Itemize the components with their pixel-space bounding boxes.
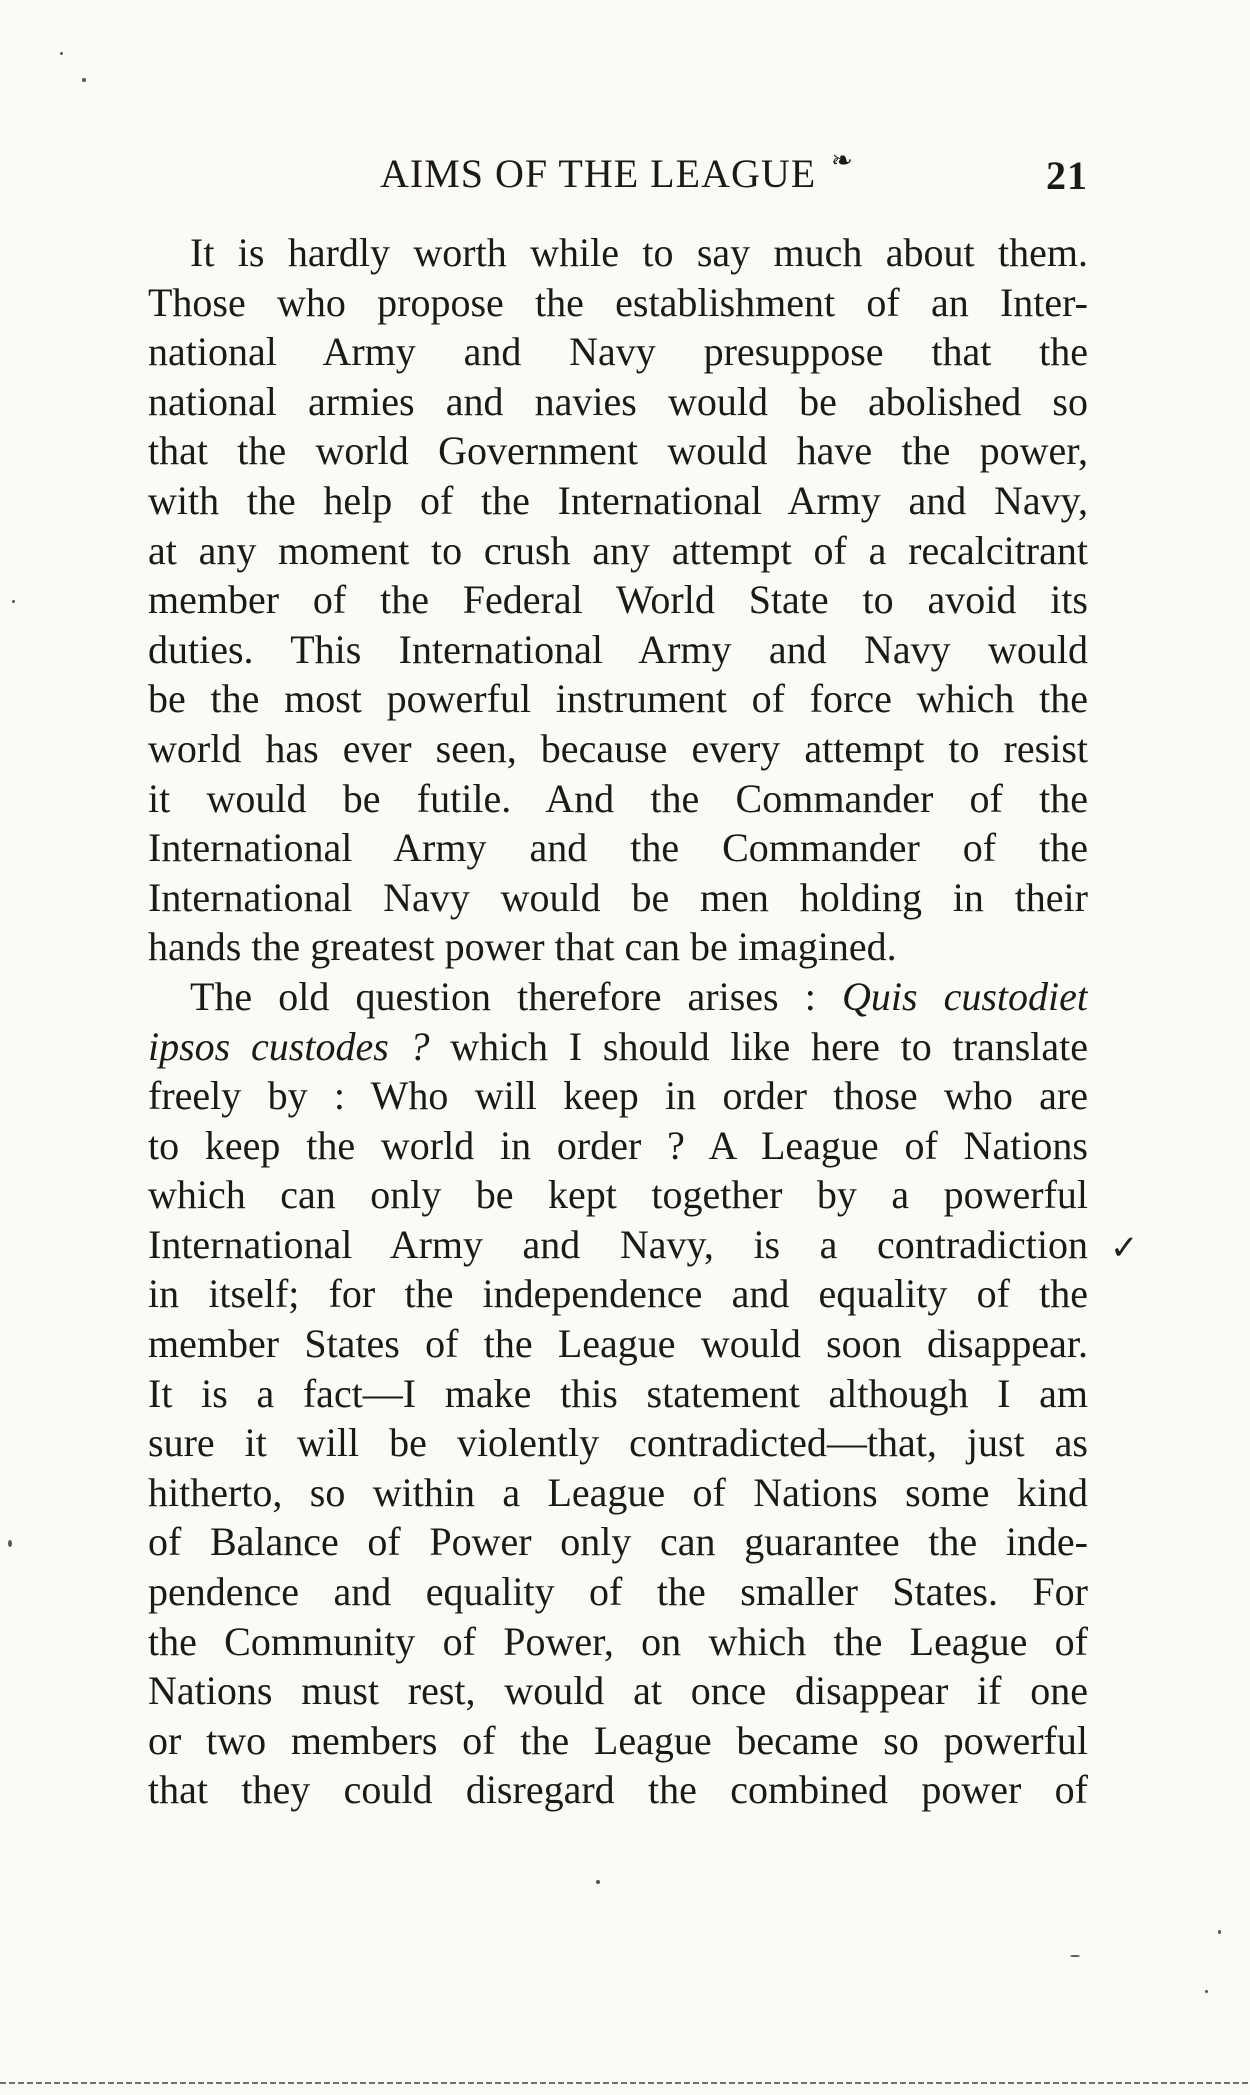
text-line: It is hardly worth while to say much about them. <box>190 230 1088 275</box>
running-head <box>148 146 1088 210</box>
text-line: Those who propose the establishment of an Inter- <box>148 279 1088 325</box>
body-text <box>148 228 1088 1815</box>
text-line: Nations must rest, would at once disappear if one <box>148 1668 1088 1714</box>
text-line: to keep the world in order ? A League of Nations <box>148 1122 1088 1168</box>
text-line: which can only be kept together by a powerful <box>148 1172 1088 1218</box>
text-line: world has ever seen, because every attempt to resist <box>148 725 1088 771</box>
text-line: member of the Federal World State to avoid its <box>148 577 1088 623</box>
text-line: that they could disregard the combined power of <box>148 1767 1088 1813</box>
text-line: International Army and Navy, is a contradiction <box>148 1221 1088 1267</box>
scan-speck <box>1205 1990 1208 1993</box>
text-segment: which I should like here to translate <box>450 1023 1088 1069</box>
ornament-icon: ❧ <box>831 146 853 175</box>
text-line: member States of the League would soon disappear. <box>148 1321 1088 1367</box>
text-line: hitherto, so within a League of Nations some kind <box>148 1469 1088 1515</box>
text-line: the Community of Power, on which the League of <box>148 1618 1088 1664</box>
scan-speck <box>82 78 86 82</box>
scan-edge <box>0 2082 1250 2084</box>
text-line: duties. This International Army and Navy would <box>148 626 1088 672</box>
scan-speck <box>596 1880 600 1884</box>
text-line: of Balance of Power only can guarantee the inde- <box>148 1519 1088 1565</box>
text-line: national Army and Navy presuppose that the <box>148 329 1088 375</box>
text-line: in itself; for the independence and equality of the <box>148 1271 1088 1317</box>
text-line: that the world Government would have the power, <box>148 428 1088 474</box>
text-line: hands the greatest power that can be imagined. <box>148 924 897 970</box>
text-line: sure it will be violently contradicted—that, just as <box>148 1420 1088 1466</box>
text-line: or two members of the League became so powerful <box>148 1717 1088 1763</box>
scan-speck <box>60 52 63 55</box>
text-line <box>148 1022 1088 1072</box>
text-line: national armies and navies would be abolished so <box>148 378 1088 424</box>
latin-phrase: ipsos custodes ? <box>148 1023 430 1069</box>
text-line: at any moment to crush any attempt of a recalcitrant <box>148 527 1088 573</box>
scan-speck <box>1070 1955 1080 1957</box>
running-title: AIMS OF THE LEAGUE <box>380 151 817 196</box>
text-line: with the help of the International Army and Navy, <box>148 477 1088 523</box>
text-line: be the most powerful instrument of force which the <box>148 676 1088 722</box>
text-line <box>148 972 1088 1022</box>
margin-check-icon: ✓ <box>1110 1230 1139 1267</box>
scan-speck <box>8 1540 12 1547</box>
text-line: International Army and the Commander of the <box>148 825 1088 871</box>
text-line: pendence and equality of the smaller States. For <box>148 1569 1088 1615</box>
scan-speck <box>12 600 15 603</box>
text-line: International Navy would be men holding in their <box>148 874 1088 920</box>
scan-speck <box>1218 1930 1221 1934</box>
text-segment: The old question therefore arises : <box>190 973 816 1019</box>
text-line: freely by : Who will keep in order those who are <box>148 1073 1088 1119</box>
text-line: It is a fact—I make this statement although I am <box>148 1370 1088 1416</box>
page-number: 21 <box>1046 153 1088 198</box>
text-line: it would be futile. And the Commander of the <box>148 775 1088 821</box>
latin-phrase: Quis custodiet <box>841 973 1088 1019</box>
